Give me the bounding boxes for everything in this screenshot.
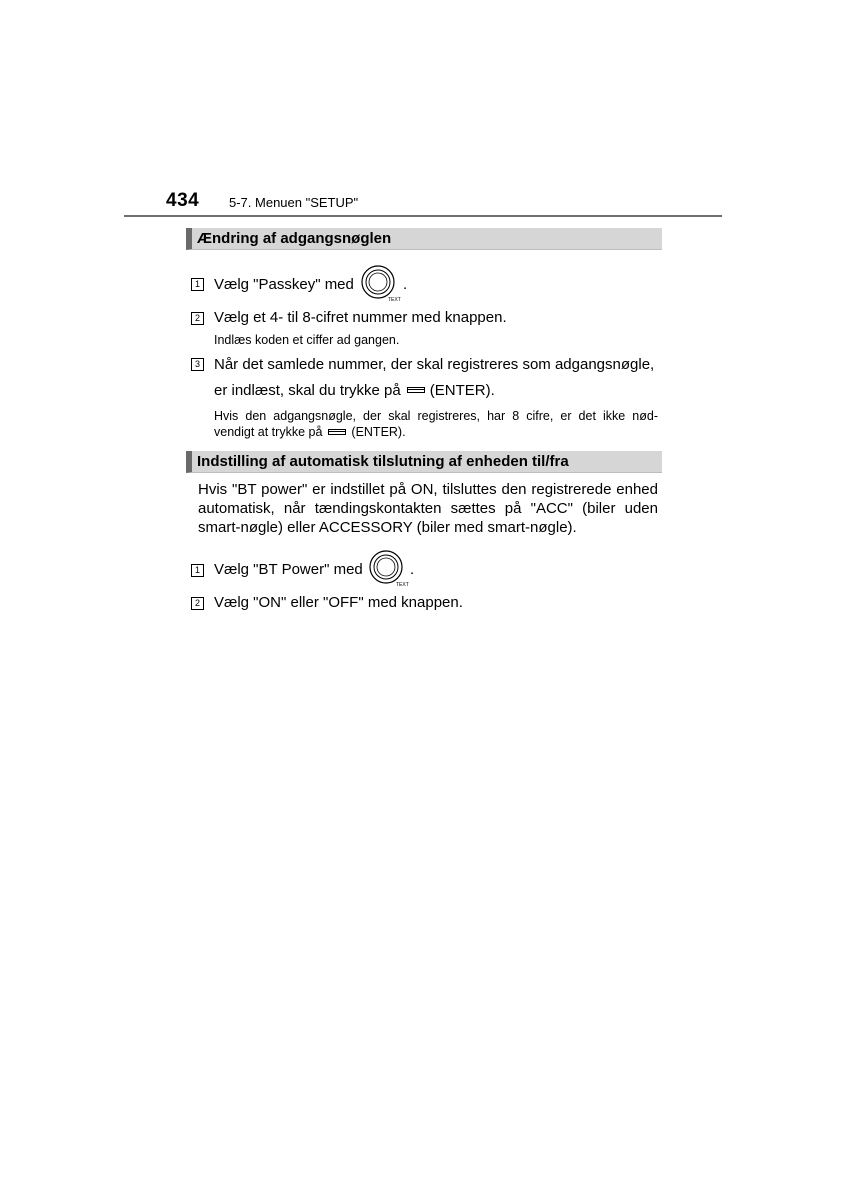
section-heading-text: Ændring af adgangsnøglen (197, 230, 392, 247)
step-text (214, 382, 495, 399)
step-number-box: 3 (191, 358, 204, 371)
note-text-part: (ENTER). (351, 425, 406, 439)
section-heading-passkey (186, 228, 662, 250)
section-paragraph: Hvis "BT power" er indstillet på ON, tilsluttes den registrerede enhed automatisk, når tændingskontakten sættes på "ACC" (biler uden smart-nøgle) eller ACCESSORY (biler med smart-nøgle). (198, 481, 658, 536)
step-note: Hvis den adgangsnøgle, der skal registreres, har 8 cifre, er det ikke nød- (214, 409, 658, 423)
tune-knob-icon (358, 264, 402, 304)
step-text: Vælg et 4- til 8-cifret nummer med knappen. (214, 309, 507, 326)
section-heading-auto-connect (186, 451, 662, 473)
step-note (214, 425, 406, 439)
page-number: 434 (166, 190, 200, 211)
step-text-part: er indlæst, skal du trykke på (214, 382, 401, 399)
note-text-part: vendigt at trykke på (214, 425, 323, 439)
step-number-box: 1 (191, 564, 204, 577)
step-text: Vælg "ON" eller "OFF" med knappen. (214, 594, 463, 611)
step-text (214, 276, 354, 293)
section-heading-text: Indstilling af automatisk tilslutning af enheden til/fra (197, 453, 569, 470)
header-rule (124, 215, 722, 217)
step-note: Indlæs koden et ciffer ad gangen. (214, 333, 400, 347)
step-suffix: . (410, 561, 415, 578)
step-text: Når det samlede nummer, der skal registreres som adgangsnøgle, (214, 356, 655, 373)
enter-button-icon (407, 387, 425, 393)
step-label: Vælg "Passkey" med (214, 276, 354, 293)
step-text: Vælg "BT Power" med (214, 561, 363, 578)
enter-button-icon (328, 429, 346, 435)
step-number-box: 2 (191, 312, 204, 325)
step-number-box: 2 (191, 597, 204, 610)
knob-label: TEXT (388, 297, 401, 303)
knob-label: TEXT (396, 582, 409, 588)
step-text-part: (ENTER). (429, 382, 495, 399)
chapter-title: 5-7. Menuen "SETUP" (229, 195, 359, 210)
step-suffix: . (403, 276, 408, 293)
tune-knob-icon (366, 549, 410, 589)
step-number-box: 1 (191, 278, 204, 291)
